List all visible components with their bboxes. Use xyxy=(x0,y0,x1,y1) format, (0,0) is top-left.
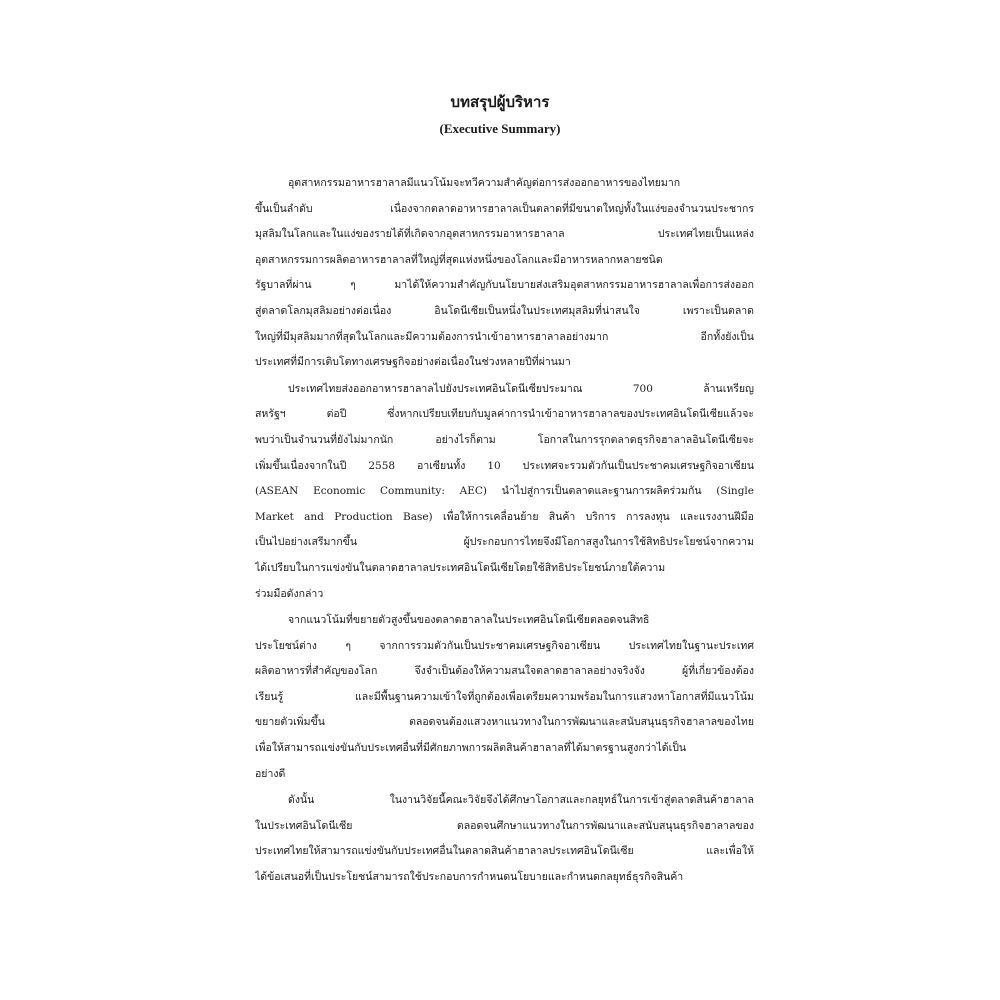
text-line: อย่างดี xyxy=(255,767,286,780)
text-line: พบว่าเป็นจำนวนที่ยังไม่มากนัก อย่างไรก็ตาม โอกาสในการรุกตลาดธุรกิจฮาลาลอินโดนีเซียจะ xyxy=(255,433,754,446)
page-title: บทสรุปผู้บริหาร xyxy=(450,93,550,111)
text-line: เพิ่มขึ้นเนื่องจากในปี 2558 อาเซียนทั้ง 10 ประเทศจะรวมตัวกันเป็นประชาคมเศรษฐกิจอาเซียน xyxy=(255,459,754,472)
text-line: เรียนรู้ และมีพื้นฐานความเข้าใจที่ถูกต้องเพื่อเตรียมความพร้อมในการแสวงหาโอกาสที่มีแนวโน้ม xyxy=(255,690,754,703)
page-subtitle: (Executive Summary) xyxy=(439,121,561,136)
text-line: จากแนวโน้มที่ขยายตัวสูงขึ้นของตลาดฮาลาลในประเทศอินโดนีเซียตลอดจนสิทธิ xyxy=(288,614,650,627)
text-line: ใหญ่ที่มีมุสลิมมากที่สุดในโลกและมีความต้องการนำเข้าอาหารฮาลาลอย่างมาก อีกทั้งยังเป็น xyxy=(255,330,754,343)
text-line: ขยายตัวเพิ่มขึ้น ตลอดจนต้องแสวงหาแนวทางในการพัฒนาและสนับสนุนธุรกิจฮาลาลของไทย xyxy=(255,716,754,729)
text-line: ประเทศที่มีการเติบโตทางเศรษฐกิจอย่างต่อเนื่องในช่วงหลายปีที่ผ่านมา xyxy=(255,356,571,369)
text-line: ขึ้นเป็นลำดับ เนื่องจากตลาดอาหารฮาลาลเป็นตลาดที่มีขนาดใหญ่ทั้งในแง่ของจำนวนประชากร xyxy=(255,202,754,215)
text-line: เพื่อให้สามารถแข่งขันกับประเทศอื่นที่มีศักยภาพการผลิตสินค้าฮาลาลที่ได้มาตรฐานสูงกว่าได้เป็น xyxy=(255,742,687,755)
text-line: ประเทศไทยให้สามารถแข่งขันกับประเทศอื่นในตลาดสินค้าฮาลาลประเทศอินโดนีเซีย และเพื่อให้ xyxy=(255,845,754,858)
text-line: ได้เปรียบในการแข่งขันในตลาดฮาลาลประเทศอินโดนีเซียโดยใช้สิทธิประโยชน์ภายใต้ความ xyxy=(255,561,666,574)
paragraph xyxy=(255,171,754,376)
text-line: รัฐบาลที่ผ่าน ๆ มาได้ให้ความสำคัญกับนโยบายส่งเสริมอุตสาหกรรมอาหารฮาลาลเพื่อการส่งออก xyxy=(255,279,754,292)
text-line: ประเทศไทยส่งออกอาหารฮาลาลไปยังประเทศอินโดนีเซียประมาณ 700 ล้านเหรียญ xyxy=(288,382,754,395)
paragraph xyxy=(255,377,754,607)
text-line: ประโยชน์ต่าง ๆ จากการรวมตัวกันเป็นประชาคมเศรษฐกิจอาเซียน ประเทศไทยในฐานะประเทศ xyxy=(255,639,754,652)
text-line: (ASEAN Economic Community: AEC) นำไปสู่การเป็นตลาดและฐานการผลิตร่วมกัน (Single xyxy=(255,485,754,498)
document-body xyxy=(255,171,754,891)
text-line: ผลิตอาหารที่สำคัญของโลก จึงจำเป็นต้องให้ความสนใจตลาดฮาลาลอย่างจริงจัง ผู้ที่เกี่ยวข้องต้อง xyxy=(255,665,754,678)
text-line: ในประเทศอินโดนีเซีย ตลอดจนศึกษาแนวทางในการพัฒนาและสนับสนุนธุรกิจฮาลาลของ xyxy=(255,819,754,832)
text-line: สู่ตลาดโลกมุสลิมอย่างต่อเนื่อง อินโดนีเซียเป็นหนึ่งในประเทศมุสลิมที่น่าสนใจ เพราะเป็นตลาด xyxy=(255,304,754,317)
text-line: Market and Production Base) เพื่อให้การเคลื่อนย้าย สินค้า บริการ การลงทุน และแรงงานฝีมือ xyxy=(255,510,754,523)
text-line: ได้ข้อเสนอที่เป็นประโยชน์สามารถใช้ประกอบการกำหนดนโยบายและกำหนดกลยุทธ์ธุรกิจสินค้า xyxy=(255,871,684,884)
text-line: อุตสาหกรรมอาหารฮาลาลมีแนวโน้มจะทวีความสำคัญต่อการส่งออกอาหารของไทยมาก xyxy=(288,177,681,189)
text-line: ร่วมมือดังกล่าว xyxy=(255,587,324,600)
text-line: อุตสาหกรรมการผลิตอาหารฮาลาลที่ใหญ่ที่สุดแห่งหนึ่งของโลกและมีอาหารหลากหลายชนิด xyxy=(255,253,663,266)
text-line: ดังนั้น ในงานวิจัยนี้คณะวิจัยจึงได้ศึกษาโอกาสและกลยุทธ์ในการเข้าสู่ตลาดสินค้าฮาลาล xyxy=(288,794,754,807)
paragraph xyxy=(255,608,754,787)
text-line: เป็นไปอย่างเสรีมากขึ้น ผู้ประกอบการไทยจึงมีโอกาสสูงในการใช้สิทธิประโยชน์จากความ xyxy=(255,536,754,549)
text-line: สหรัฐฯ ต่อปี ซึ่งหากเปรียบเทียบกับมูลค่าการนำเข้าอาหารฮาลาลของประเทศอินโดนีเซียแล้วจะ xyxy=(255,408,754,421)
paragraph xyxy=(255,788,754,890)
text-line: มุสลิมในโลกและในแง่ของรายได้ที่เกิดจากอุตสาหกรรมอาหารฮาลาล ประเทศไทยเป็นแหล่ง xyxy=(255,228,754,241)
